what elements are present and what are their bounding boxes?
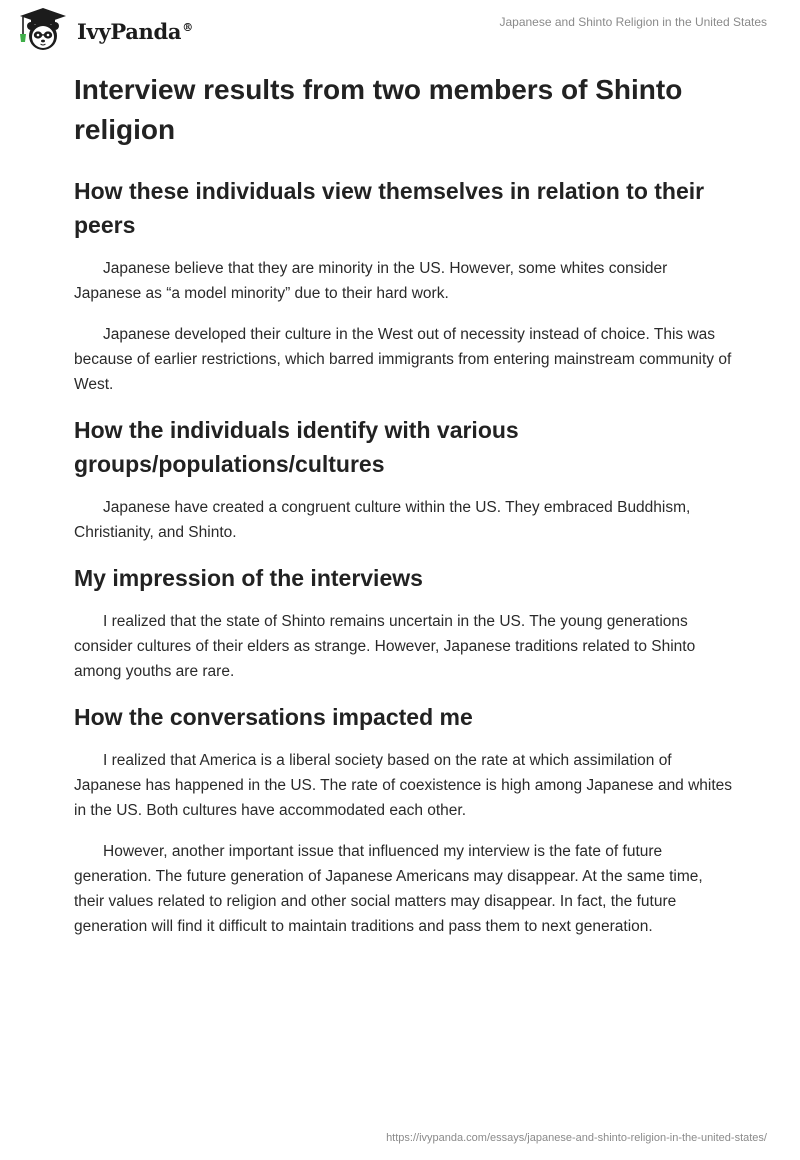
source-url-link[interactable]: https://ivypanda.com/essays/japanese-and-shinto-religion-in-the-united-states/ bbox=[386, 1132, 767, 1144]
section-heading: How these individuals view themselves in relation to their peers bbox=[74, 178, 705, 238]
page-header bbox=[0, 0, 800, 62]
ivypanda-logo[interactable] bbox=[14, 6, 193, 52]
section-heading: How the conversations impacted me bbox=[74, 704, 473, 730]
paragraph: Japanese developed their culture in the West out of necessity instead of choice. This was because of earlier restrictions, which barred immigrants from entering mainstream community of West. bbox=[74, 326, 732, 393]
section-heading: How the individuals identify with various groups/populations/cultures bbox=[74, 417, 519, 477]
article-title: Interview results from two members of Shinto religion bbox=[74, 74, 683, 145]
registered-mark: ® bbox=[182, 20, 193, 34]
paragraph: Japanese have created a congruent culture within the US. They embraced Buddhism, Christianity, and Shinto. bbox=[74, 499, 691, 541]
paragraph: I realized that America is a liberal society based on the rate at which assimilation of Japanese has happened in the US. The rate of coexistence is high among Japanese and whites in the US. Both cultures have accommodated each other. bbox=[74, 752, 733, 819]
running-title: Japanese and Shinto Religion in the United States bbox=[499, 15, 767, 29]
panda-graduate-icon bbox=[14, 6, 72, 52]
section-heading: My impression of the interviews bbox=[74, 565, 423, 591]
logo-text: IvyPanda® bbox=[77, 18, 193, 44]
paragraph: I realized that the state of Shinto remains uncertain in the US. The young generations consider cultures of their elders as strange. However, Japanese traditions related to Shinto among youths are rare. bbox=[74, 613, 696, 680]
paragraph: Japanese believe that they are minority in the US. However, some whites consider Japanese as “a model minority” due to their hard work. bbox=[74, 260, 668, 302]
article-body bbox=[74, 70, 734, 955]
paragraph: However, another important issue that influenced my interview is the fate of future generation. The future generation of Japanese Americans may disappear. At the same time, their values related to religion and other social matters may disappear. In fact, the future generation will find it difficult to maintain traditions and pass them to next generation. bbox=[74, 843, 703, 935]
